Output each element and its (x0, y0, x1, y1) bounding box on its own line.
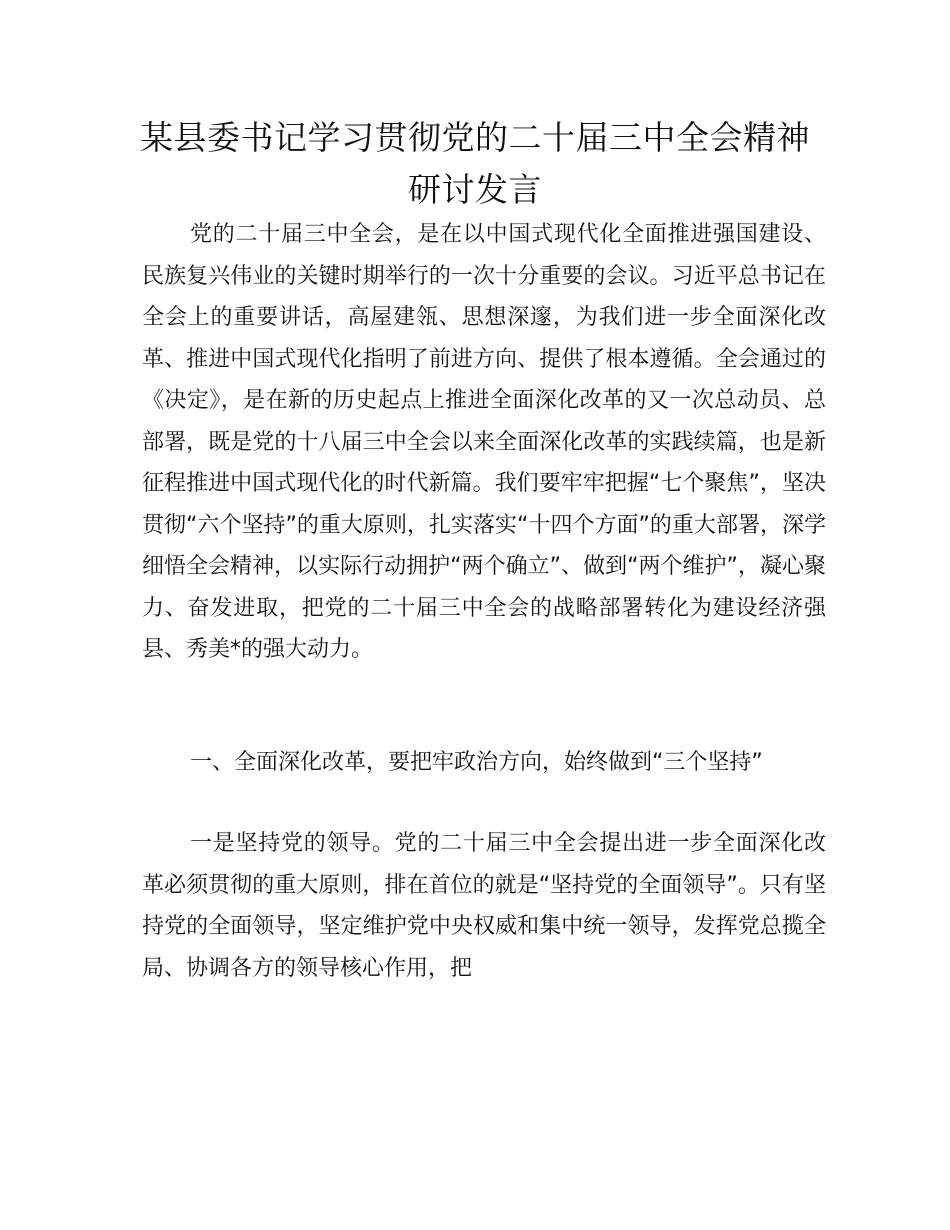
title-line-1: 某县委书记学习贯彻党的二十届三中全会精神 (140, 118, 810, 157)
title-line-2: 研讨发言 (408, 170, 542, 209)
section-heading-1: 一、全面深化改革，要把牢政治方向，始终做到“三个坚持” (190, 750, 763, 775)
paragraph-point-1: 一是坚持党的领导。党的二十届三中全会提出进一步全面深化改革必须贯彻的重大原则，排在首位的就是“坚持党的全面领导”。只有坚持党的全面领导，坚定维护党中央权威和集中统一领导，发挥党总揽全局、协调各方的领导核心作用，把 (142, 831, 826, 981)
document-title (0, 112, 950, 216)
paragraph-intro: 党的二十届三中全会，是在以中国式现代化全面推进强国建设、民族复兴伟业的关键时期举行的一次十分重要的会议。习近平总书记在全会上的重要讲话，高屋建瓴、思想深邃，为我们进一步全面深化改革、推进中国式现代化指明了前进方向、提供了根本遵循。全会通过的《决定》，是在新的历史起点上推进全面深化改革的又一次总动员、总部署，既是党的十八届三中全会以来全面深化改革的实践续篇，也是新征程推进中国式现代化的时代新篇。我们要牢牢把握“七个聚焦”，坚决贯彻“六个坚持”的重大原则，扎实落实“十四个方面”的重大部署，深学细悟全会精神，以实际行动拥护“两个确立”、做到“两个维护”，凝心聚力、奋发进取，把党的二十届三中全会的战略部署转化为建设经济强县、秀美*的强大动力。 (142, 222, 826, 662)
